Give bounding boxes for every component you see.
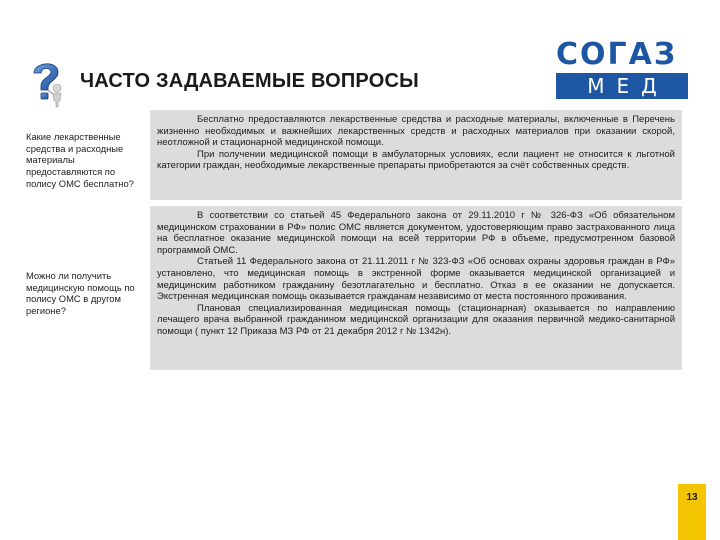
faq-answer-2 <box>150 206 682 370</box>
faq-answer-1 <box>150 110 682 200</box>
page-title: ЧАСТО ЗАДАВАЕМЫЕ ВОПРОСЫ <box>80 70 419 92</box>
faq-question-1: Какие лекарственные средства и расходные материалы предоставляются по полису ОМС бесплатно? <box>26 131 134 189</box>
logo-top-text: СОГАЗ <box>556 37 678 72</box>
answer-paragraph: Статьей 11 Федерального закона от 21.11.2011 г № 323-ФЗ «Об основах охраны здоровья граждан в РФ» установлено, что медицинская помощь в экстренной форме оказывается медицинской организацией и медицинским работником гражданину безотлагательно и бесплатно. Отказ в ее оказании не допускается. Экстренная медицинская помощь оказывается гражданам независимо от места постоянного проживания. <box>157 256 675 303</box>
sogaz-med-logo <box>556 37 688 100</box>
question-person-icon <box>26 58 70 108</box>
answer-paragraph: Бесплатно предоставляются лекарственные средства и расходные материалы, включенные в Перечень жизненно необходимых и важнейших лекарственных средств и расходных материалов при оказании скорой, неотложной и стационарной медицинской помощи. <box>157 114 675 149</box>
page-number: 13 <box>686 492 698 503</box>
answer-paragraph: При получении медицинской помощи в амбулаторных условиях, если пациент не относится к льготной категории граждан, необходимые лекарственные препараты приобретаются за счёт собственных средств. <box>157 148 675 172</box>
answer-paragraph: Плановая специализированная медицинская помощь (стационарная) оказывается по направлению лечащего врача выбранной гражданином медицинской организации для оказания первичной медико-санитарной помощи ( пункт 12 Приказа МЗ РФ от 21 декабря 2012 г № 1342н). <box>157 302 675 337</box>
faq-question-2: Можно ли получить медицинскую помощь по полису ОМС в другом регионе? <box>26 270 135 317</box>
logo-bottom-text: МЕД <box>556 73 688 99</box>
answer-paragraph: В соответствии со статьей 45 Федерального закона от 29.11.2010 г № 326-ФЗ «Об обязательном медицинском страховании в РФ» полис ОМС является документом, удостоверяющим право застрахованного лица на бесплатное оказание медицинской помощи на всей территории РФ в объеме, предусмотренном базовой программой ОМС. <box>157 210 675 256</box>
